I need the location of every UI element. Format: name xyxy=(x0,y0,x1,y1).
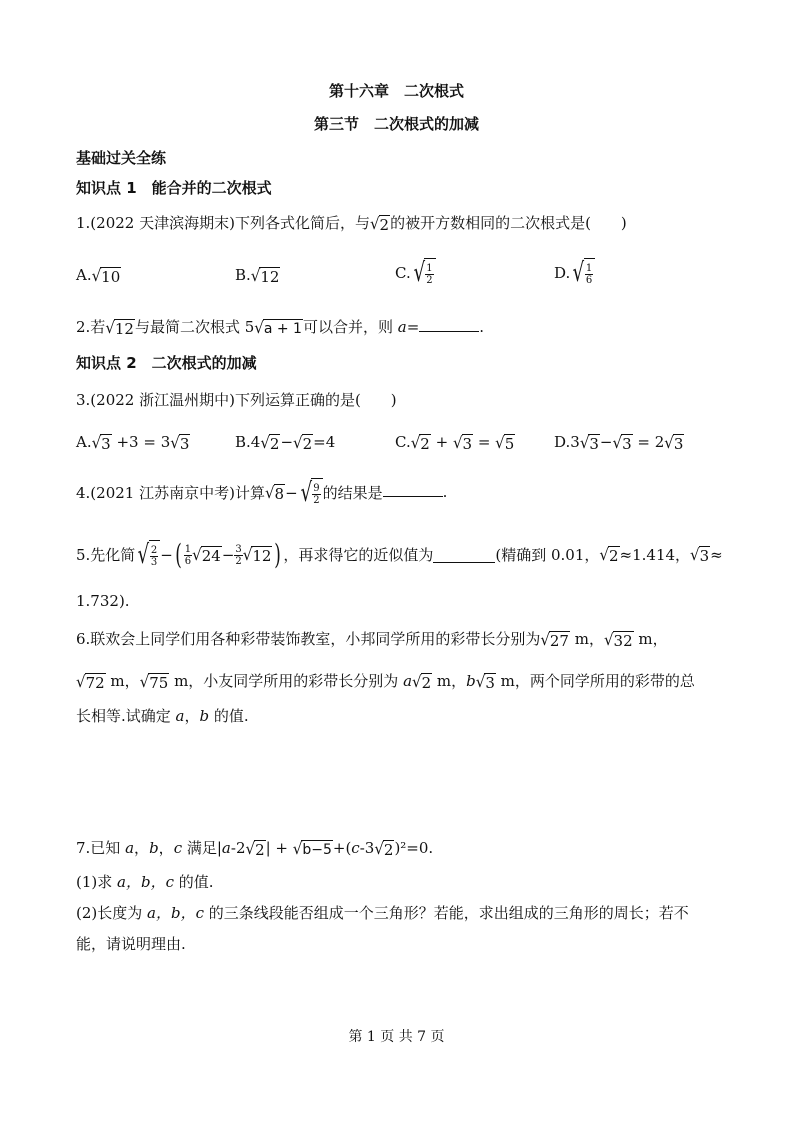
q3-option-d: D.3 √ 3 − √ 3 = 2 √ 3 xyxy=(554,433,684,453)
q3-option-c: C. √ 2 + √ 3 = √ 5 xyxy=(395,433,515,453)
question-6-line-3: 长相等.试确定 a，b 的值. xyxy=(76,707,249,725)
answer-blank[interactable] xyxy=(383,482,443,497)
question-1 xyxy=(76,212,627,234)
knowledge-point-1: 知识点 1 能合并的二次根式 xyxy=(76,179,272,197)
q1-option-c: C. √ $\frac{1}{2}$ xyxy=(395,258,436,288)
radical: √ 2 xyxy=(369,214,390,234)
question-6: 6.联欢会上同学们用各种彩带装饰教室，小邦同学所用的彩带长分别为 √ 27 m， √ 32 m， xyxy=(76,630,668,650)
page-footer: 第 1 页 共 7 页 xyxy=(348,1029,445,1045)
question-4: 4.(2021 江苏南京中考)计算 √ 8 − √ $\frac{9}{2}$ 的结果是 . xyxy=(76,478,448,508)
question-5-line-2: 1.732). xyxy=(76,592,130,610)
question-5: 5.先化简 √ $\frac{2}{3}$ −( $\frac{1}{6}$ √ 24 − $\frac{3}{2}$ √ 12 ) ，再求得它的近似值为 (精确到 0.01， √ 2 ≈1.414， √ 3 ≈ xyxy=(76,538,723,571)
q1-option-a: A. √ 10 xyxy=(76,266,121,286)
q1-option-b: B. √ 12 xyxy=(235,266,280,286)
q1-stem-pre: 1.(2022 天津滨海期末)下列各式化简后，与 xyxy=(76,214,370,232)
part-heading: 基础过关全练 xyxy=(76,149,167,167)
section-title: 第三节 二次根式的加减 xyxy=(313,115,479,133)
q3-option-a: A. √ 3 +3 = 3 √ 3 xyxy=(76,433,190,453)
chapter-title: 第十六章 二次根式 xyxy=(328,82,464,100)
question-2: 2.若 √ 12 与最简二次根式 5 √ a + 1 可以合并，则 a= . xyxy=(76,318,485,338)
question-3: 3.(2022 浙江温州期中)下列运算正确的是( ) xyxy=(76,391,397,409)
answer-blank[interactable] xyxy=(419,317,479,332)
answer-blank[interactable] xyxy=(433,548,495,563)
question-7: 7.已知 a，b，c 满足|a-2 √ 2 | + √ b−5 +(c-3 √ 2 )²=0. xyxy=(76,839,434,859)
question-6-line-2: √ 72 m， √ 75 m，小友同学所用的彩带长分别为 a √ 2 m，b √ 3 m，两个同学所用的彩带的总 xyxy=(76,672,695,692)
q1-stem-post: 的被开方数相同的二次根式是( ) xyxy=(390,214,627,232)
q1-option-d: D. √ $\frac{1}{6}$ xyxy=(554,258,595,288)
knowledge-point-2: 知识点 2 二次根式的加减 xyxy=(76,354,257,372)
q3-option-b: B.4 √ 2 − √ 2 =4 xyxy=(235,433,336,453)
question-7-part-1: (1)求 a，b，c 的值. xyxy=(76,873,214,891)
question-7-part-2: (2)长度为 a，b，c 的三条线段能否组成一个三角形？若能，求出组成的三角形的周长；若不 xyxy=(76,904,689,922)
question-7-part-2-line-2: 能，请说明理由. xyxy=(76,935,186,953)
